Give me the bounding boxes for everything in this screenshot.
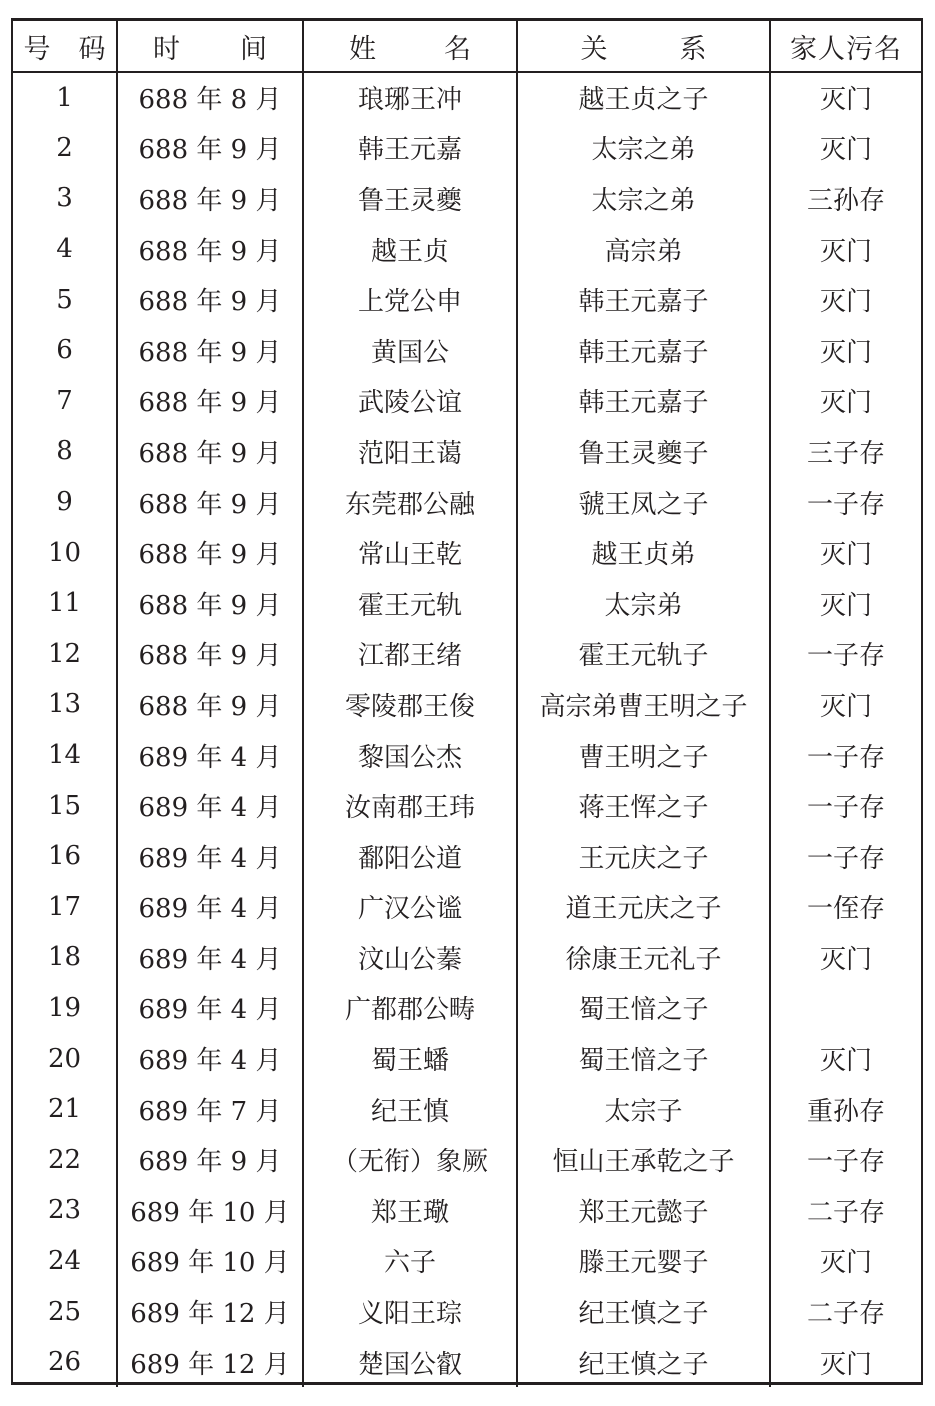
cell-family-fate: 灭门 [770, 123, 921, 174]
table-header [13, 21, 921, 72]
cell-name: 范阳王蔼 [303, 426, 517, 477]
cell-number: 2 [56, 132, 73, 163]
cell-time: 688 年 9 月 [117, 477, 303, 528]
cell-name: 鲁王灵夔 [303, 173, 517, 224]
cell-family-fate: 灭门 [770, 1033, 921, 1084]
cell-name: 义阳王琮 [303, 1286, 517, 1337]
cell-relation: 太宗弟 [517, 578, 770, 629]
table-row [13, 629, 921, 680]
cell-time: 688 年 8 月 [117, 72, 303, 123]
cell-time: 689 年 4 月 [117, 780, 303, 831]
cell-family-fate: 灭门 [770, 1337, 921, 1388]
cell-relation: 道王元庆之子 [517, 882, 770, 933]
cell-relation: 郑王元懿子 [517, 1185, 770, 1236]
cell-relation: 高宗弟曹王明之子 [517, 679, 770, 730]
cell-relation: 霍王元轨子 [517, 629, 770, 680]
cell-name: 广都郡公畴 [303, 983, 517, 1034]
table-row [13, 932, 921, 983]
cell-relation: 纪王慎之子 [517, 1337, 770, 1388]
cell-number: 4 [56, 234, 73, 265]
cell-name: 琅琊王冲 [303, 72, 517, 123]
table-row [13, 1236, 921, 1287]
table-row [13, 1185, 921, 1236]
cell-family-fate: 一子存 [770, 629, 921, 680]
purge-table [13, 21, 921, 1387]
table-row [13, 426, 921, 477]
cell-time: 689 年 4 月 [117, 831, 303, 882]
cell-family-fate: 三子存 [770, 426, 921, 477]
cell-name: 六子 [303, 1236, 517, 1287]
cell-relation: 韩王元嘉子 [517, 325, 770, 376]
cell-number: 22 [47, 1144, 82, 1175]
cell-family-fate: 一子存 [770, 780, 921, 831]
cell-name: 东莞郡公融 [303, 477, 517, 528]
table-row [13, 173, 921, 224]
cell-family-fate: 一侄存 [770, 882, 921, 933]
cell-number: 18 [47, 942, 82, 973]
cell-relation: 太宗之弟 [517, 123, 770, 174]
cell-number: 17 [47, 891, 82, 922]
cell-number: 25 [47, 1296, 82, 1327]
table-body [13, 72, 921, 1387]
cell-time: 688 年 9 月 [117, 578, 303, 629]
cell-relation: 恒山王承乾之子 [517, 1134, 770, 1185]
table-row [13, 882, 921, 933]
cell-family-fate: 一子存 [770, 831, 921, 882]
cell-number: 20 [47, 1043, 82, 1074]
cell-number: 1 [56, 82, 73, 113]
cell-name: 纪王慎 [303, 1084, 517, 1135]
cell-relation: 韩王元嘉子 [517, 274, 770, 325]
cell-name: 黎国公杰 [303, 730, 517, 781]
table-row [13, 780, 921, 831]
cell-relation: 韩王元嘉子 [517, 376, 770, 427]
cell-name: 郑王璥 [303, 1185, 517, 1236]
cell-name: 越王贞 [303, 224, 517, 275]
cell-family-fate: 一子存 [770, 477, 921, 528]
cell-number: 5 [56, 284, 73, 315]
cell-number: 26 [47, 1347, 82, 1378]
cell-number: 12 [47, 638, 82, 669]
cell-number: 23 [47, 1195, 82, 1226]
cell-name: 汝南郡王玮 [303, 780, 517, 831]
cell-time: 688 年 9 月 [117, 629, 303, 680]
cell-name: 黄国公 [303, 325, 517, 376]
cell-family-fate: 灭门 [770, 679, 921, 730]
cell-relation: 鲁王灵夔子 [517, 426, 770, 477]
cell-number: 3 [56, 183, 73, 214]
cell-family-fate: 灭门 [770, 224, 921, 275]
table-row [13, 1134, 921, 1185]
cell-time: 689 年 12 月 [117, 1337, 303, 1388]
cell-name: 上党公申 [303, 274, 517, 325]
table-row [13, 224, 921, 275]
table-row [13, 274, 921, 325]
cell-time: 689 年 4 月 [117, 983, 303, 1034]
cell-relation: 太宗之弟 [517, 173, 770, 224]
cell-relation: 王元庆之子 [517, 831, 770, 882]
cell-number: 10 [47, 537, 82, 568]
cell-name: 楚国公叡 [303, 1337, 517, 1388]
table-row [13, 123, 921, 174]
cell-time: 689 年 12 月 [117, 1286, 303, 1337]
cell-relation: 太宗子 [517, 1084, 770, 1135]
cell-family-fate: 灭门 [770, 325, 921, 376]
cell-name: 零陵郡王俊 [303, 679, 517, 730]
cell-time: 689 年 4 月 [117, 882, 303, 933]
table-row [13, 679, 921, 730]
table-row [13, 1286, 921, 1337]
data-table-frame [11, 18, 923, 1385]
cell-time: 688 年 9 月 [117, 325, 303, 376]
cell-name: 广汉公谧 [303, 882, 517, 933]
table-row [13, 1337, 921, 1388]
cell-number: 15 [47, 790, 82, 821]
header-number: 号 码 [13, 21, 117, 72]
cell-number: 8 [56, 436, 73, 467]
cell-family-fate: 灭门 [770, 376, 921, 427]
cell-number: 11 [47, 588, 82, 619]
table-row [13, 1033, 921, 1084]
cell-relation: 蒋王恽之子 [517, 780, 770, 831]
cell-time: 689 年 4 月 [117, 932, 303, 983]
cell-family-fate: 二子存 [770, 1286, 921, 1337]
cell-relation: 越王贞弟 [517, 527, 770, 578]
cell-relation: 纪王慎之子 [517, 1286, 770, 1337]
cell-family-fate: 重孙存 [770, 1084, 921, 1135]
header-time: 时 间 [117, 21, 303, 72]
cell-time: 688 年 9 月 [117, 527, 303, 578]
table-row [13, 730, 921, 781]
cell-name: 汶山公蓁 [303, 932, 517, 983]
cell-time: 689 年 7 月 [117, 1084, 303, 1135]
cell-time: 688 年 9 月 [117, 173, 303, 224]
cell-family-fate: 二子存 [770, 1185, 921, 1236]
cell-family-fate: 灭门 [770, 932, 921, 983]
cell-time: 689 年 4 月 [117, 730, 303, 781]
table-row [13, 376, 921, 427]
cell-time: 689 年 4 月 [117, 1033, 303, 1084]
table-row [13, 831, 921, 882]
table-row [13, 477, 921, 528]
cell-number: 14 [47, 740, 82, 771]
cell-time: 688 年 9 月 [117, 123, 303, 174]
cell-time: 689 年 9 月 [117, 1134, 303, 1185]
header-family-fate: 家人污名 [770, 21, 921, 72]
cell-family-fate: 一子存 [770, 730, 921, 781]
cell-number: 9 [56, 487, 73, 518]
table-row [13, 527, 921, 578]
cell-time: 688 年 9 月 [117, 224, 303, 275]
cell-number: 6 [56, 335, 73, 366]
cell-relation: 徐康王元礼子 [517, 932, 770, 983]
cell-relation: 蜀王愔之子 [517, 1033, 770, 1084]
table-row [13, 983, 921, 1034]
table-row [13, 1084, 921, 1135]
cell-name: 鄱阳公道 [303, 831, 517, 882]
cell-name: 江都王绪 [303, 629, 517, 680]
cell-number: 19 [47, 992, 82, 1023]
cell-family-fate: 灭门 [770, 72, 921, 123]
cell-relation: 虢王凤之子 [517, 477, 770, 528]
cell-relation: 曹王明之子 [517, 730, 770, 781]
cell-time: 689 年 10 月 [117, 1236, 303, 1287]
cell-time: 688 年 9 月 [117, 426, 303, 477]
cell-number: 16 [47, 841, 82, 872]
cell-family-fate: 灭门 [770, 274, 921, 325]
table-row [13, 578, 921, 629]
cell-family-fate: 三孙存 [770, 173, 921, 224]
cell-name: （无衔）象厥 [303, 1134, 517, 1185]
table-row [13, 72, 921, 123]
cell-time: 689 年 10 月 [117, 1185, 303, 1236]
cell-name: 蜀王蟠 [303, 1033, 517, 1084]
cell-family-fate: 灭门 [770, 578, 921, 629]
cell-number: 24 [47, 1245, 82, 1276]
cell-relation: 滕王元婴子 [517, 1236, 770, 1287]
cell-name: 常山王乾 [303, 527, 517, 578]
cell-number: 7 [56, 385, 73, 416]
cell-time: 688 年 9 月 [117, 274, 303, 325]
cell-relation: 蜀王愔之子 [517, 983, 770, 1034]
table-row [13, 325, 921, 376]
header-relation: 关 系 [517, 21, 770, 72]
cell-family-fate: 灭门 [770, 527, 921, 578]
cell-relation: 高宗弟 [517, 224, 770, 275]
cell-name: 韩王元嘉 [303, 123, 517, 174]
header-name: 姓 名 [303, 21, 517, 72]
cell-number: 13 [47, 689, 82, 720]
cell-name: 武陵公谊 [303, 376, 517, 427]
cell-time: 688 年 9 月 [117, 679, 303, 730]
cell-number: 21 [47, 1094, 82, 1125]
cell-relation: 越王贞之子 [517, 72, 770, 123]
cell-family-fate: 灭门 [770, 1236, 921, 1287]
cell-family-fate [770, 983, 921, 1034]
cell-time: 688 年 9 月 [117, 376, 303, 427]
cell-name: 霍王元轨 [303, 578, 517, 629]
cell-family-fate: 一子存 [770, 1134, 921, 1185]
header-row [13, 21, 921, 72]
